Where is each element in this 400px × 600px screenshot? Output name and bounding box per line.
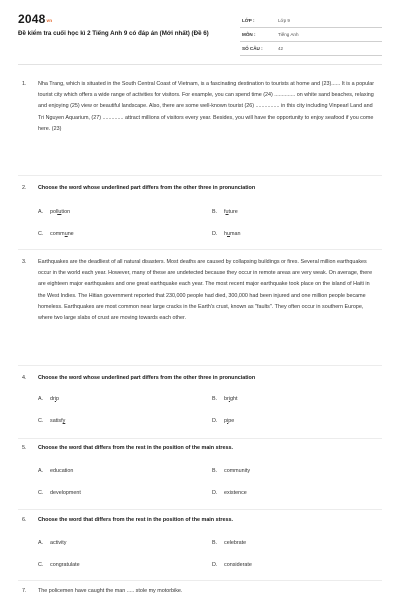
question-4 [22, 373, 378, 384]
option-c[interactable] [38, 490, 81, 496]
option-text: community [224, 468, 251, 474]
option-label: C. [38, 231, 44, 237]
question-number: 1. [22, 81, 27, 87]
question-number: 2. [22, 185, 27, 191]
question-number: 7. [22, 588, 27, 594]
meta-row-lop [240, 14, 382, 28]
option-text: p [224, 418, 227, 424]
question-number: 5. [22, 445, 27, 451]
question-divider [18, 365, 382, 366]
question-2 [22, 183, 378, 194]
option-a[interactable] [38, 209, 70, 215]
option-text: considerate [224, 562, 252, 568]
document-meta [240, 14, 382, 56]
option-text: activity [50, 540, 67, 546]
option-label: A. [38, 396, 44, 402]
question-number: 6. [22, 517, 27, 523]
option-c[interactable] [38, 418, 65, 424]
question-prompt: Choose the word whose underlined part differs from the other three in pronunciation [38, 185, 256, 191]
option-text: comm [50, 231, 65, 237]
document-title: Đề kiểm tra cuối học kì 2 Tiếng Anh 9 có đáp án (Mới nhất) (Đề 6) [18, 30, 209, 37]
option-label: A. [38, 468, 44, 474]
option-text: celebrate [224, 540, 247, 546]
meta-socau-label: SỐ CÂU : [242, 46, 263, 51]
option-text: dr [50, 396, 55, 402]
option-text: br [224, 396, 229, 402]
option-d[interactable] [212, 490, 247, 496]
logo-text: 2048 [18, 12, 46, 26]
question-6 [22, 515, 378, 526]
option-text: f [224, 209, 226, 215]
option-text: tion [61, 209, 71, 215]
option-label: D. [212, 490, 218, 496]
meta-row-socau [240, 42, 382, 56]
question-3 [22, 257, 378, 324]
option-b[interactable] [212, 396, 238, 402]
option-underlined: lu [57, 209, 62, 215]
meta-lop-label: LỚP : [242, 18, 255, 23]
question-text: The policemen have caught the man ..... stole my motorbike. [38, 588, 183, 594]
option-d[interactable] [212, 418, 234, 424]
meta-socau-value: 42 [278, 46, 284, 51]
option-underlined: i [228, 396, 230, 402]
option-label: D. [212, 418, 218, 424]
question-divider [18, 175, 382, 176]
header-divider [18, 64, 382, 65]
meta-mon-label: MÔN : [242, 32, 256, 37]
option-text: p [56, 396, 59, 402]
option-a[interactable] [38, 468, 73, 474]
option-text: development [50, 490, 81, 496]
question-1 [22, 79, 378, 135]
option-text: pol [50, 209, 58, 215]
question-prompt: Choose the word that differs from the rest in the position of the main stress. [38, 517, 233, 523]
question-prompt: Choose the word whose underlined part differs from the other three in pronunciation [38, 375, 256, 381]
option-underlined: u [227, 231, 230, 237]
option-label: C. [38, 562, 44, 568]
option-text: h [224, 231, 227, 237]
option-underlined: y [62, 418, 66, 424]
question-number: 3. [22, 259, 27, 265]
option-b[interactable] [212, 540, 246, 546]
option-underlined: i [54, 396, 56, 402]
option-label: D. [212, 231, 218, 237]
option-d[interactable] [212, 231, 241, 237]
option-text: pe [228, 418, 235, 424]
option-label: B. [212, 540, 218, 546]
option-label: B. [212, 396, 218, 402]
option-text: existence [224, 490, 247, 496]
site-logo[interactable] [18, 12, 52, 26]
meta-lop-value: Lớp 9 [278, 18, 290, 23]
option-text: man [230, 231, 241, 237]
option-a[interactable] [38, 540, 66, 546]
option-text: ne [67, 231, 74, 237]
option-text: ture [228, 209, 238, 215]
question-5 [22, 443, 378, 454]
option-c[interactable] [38, 562, 80, 568]
option-a[interactable] [38, 396, 59, 402]
option-underlined: u [64, 231, 68, 237]
option-b[interactable] [212, 209, 238, 215]
question-text: Nha Trang, which is situated in the South Central Coast of Vietnam, is a fascinating destination to tourists at home and (23)...... It is a popular tourist city which offers a wide range of activities for visitors. For example, you can spend time (24) .............. on white sand beaches, relaxing and enjoying (25) view or beautiful landscape. Also, there are some well-known tourist (26) ................ in this city including Vinpearl Land and Tri Nguyen Aquarium, (27) .............. attract millions of visitors every year. Besides, you will have the opportunity to enjoy seafood if you come here. (23) [38, 81, 375, 132]
option-d[interactable] [212, 562, 252, 568]
meta-row-mon [240, 28, 382, 42]
option-text: satisf [50, 418, 63, 424]
logo-suffix: vn [46, 18, 53, 23]
question-text: Earthquakes are the deadliest of all natural disasters. Most deaths are caused by collapsing buildings or fires. Several million earthquakes occur in the world each year. However, many of these are undetected because they occur in remote areas are very weak. On average, there are eighteen major earthquakes and one great earthquake each year. The most recent major earthquake took place on the island of Haiti in the West Indies. The Hitian government reported that 230,000 people had died, 300,000 had been injured and one million people became homeless. Earthquakes are most common near large cracks in the Earth's crust, known as "faults". They often occur in southern Europe, where two large slabs of crust are moving towards each other. [38, 259, 373, 322]
meta-mon-value: Tiếng Anh [278, 32, 299, 37]
option-text: ght [230, 396, 238, 402]
option-text: congratulate [50, 562, 80, 568]
question-divider [18, 438, 382, 439]
document-header [18, 12, 382, 58]
option-b[interactable] [212, 468, 250, 474]
question-divider [18, 249, 382, 250]
question-number: 4. [22, 375, 27, 381]
question-7 [22, 586, 378, 597]
option-underlined: u [225, 209, 229, 215]
option-underlined: i [227, 418, 229, 424]
option-label: C. [38, 418, 44, 424]
option-text: education [50, 468, 74, 474]
option-label: B. [212, 468, 218, 474]
option-label: A. [38, 209, 44, 215]
option-label: D. [212, 562, 218, 568]
question-divider [18, 509, 382, 510]
question-prompt: Choose the word that differs from the rest in the position of the main stress. [38, 445, 233, 451]
option-label: A. [38, 540, 44, 546]
option-label: C. [38, 490, 44, 496]
option-c[interactable] [38, 231, 74, 237]
question-divider [18, 580, 382, 581]
option-label: B. [212, 209, 218, 215]
